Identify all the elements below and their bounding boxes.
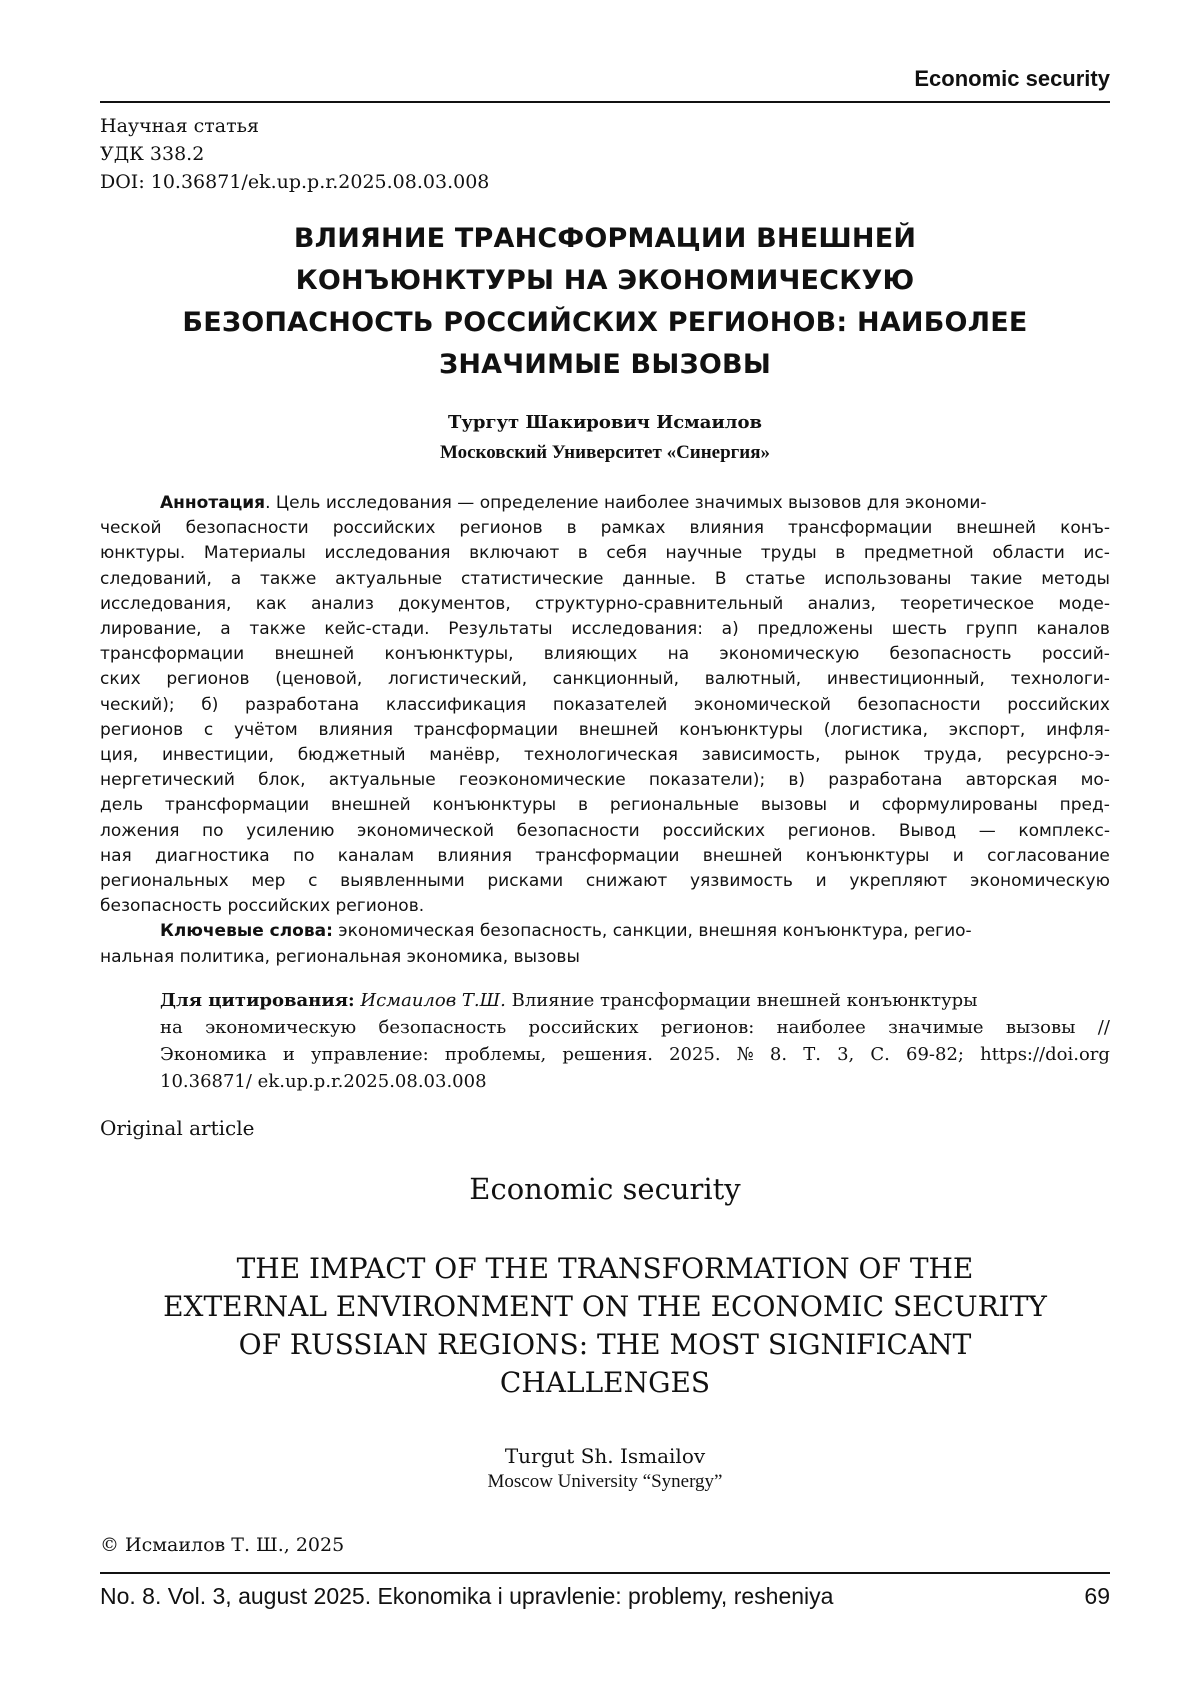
- abstract-label: Аннотация: [160, 493, 266, 513]
- abstract-line: регионов с учётом влияния трансформации внешней конъюнктуры (логистика, экспорт, инфля-: [100, 719, 1110, 740]
- running-head-section: Economic security: [914, 66, 1110, 91]
- article-type-en: Original article: [100, 1116, 255, 1140]
- title-ru-line: ЗНАЧИМЫЕ ВЫЗОВЫ: [438, 349, 772, 380]
- title-en-line: OF RUSSIAN REGIONS: THE MOST SIGNIFICANT: [238, 1328, 972, 1361]
- abstract-line: ских регионов (ценовой, логистический, санкционный, валютный, инвестиционный, технологи-: [100, 669, 1110, 690]
- keywords-label: Ключевые слова:: [160, 921, 333, 942]
- abstract-line: нергетический блок, актуальные геоэкономические показатели); в) разработана авторская мо-: [100, 770, 1110, 791]
- title-ru: [100, 218, 1110, 386]
- citation-line: 10.36871/ ek.up.p.r.2025.08.03.008: [160, 1071, 487, 1092]
- citation-line: Экономика и управление: проблемы, решения. 2025. № 8. Т. 3, С. 69-82; https://doi.org: [160, 1044, 1110, 1065]
- title-en-line: EXTERNAL ENVIRONMENT ON THE ECONOMIC SECURITY: [163, 1290, 1047, 1323]
- abstract-line: дель трансформации внешней конъюнктуры в региональные вызовы и сформулированы пред-: [100, 795, 1110, 816]
- abstract-line: ная диагностика по каналам влияния трансформации внешней конъюнктуры и согласование: [100, 845, 1110, 866]
- abstract-line: ложения по усилению экономической безопасности российских регионов. Вывод — комплекс-: [100, 820, 1110, 841]
- section-title-en: Economic security: [469, 1172, 741, 1206]
- title-ru-line: БЕЗОПАСНОСТЬ РОССИЙСКИХ РЕГИОНОВ: НАИБОЛЕЕ: [182, 307, 1028, 338]
- author-affiliation-ru: Московский Университет «Синергия»: [439, 442, 771, 463]
- keywords-text: экономическая безопасность, санкции, внешняя конъюнктура, регио-: [332, 921, 972, 942]
- footer-journal: No. 8. Vol. 3, august 2025. Ekonomika i upravlenie: problemy, resheniya: [100, 1583, 834, 1609]
- abstract-line: ция, инвестиции, бюджетный манёвр, технологическая зависимость, рынок труда, ресурсно-э-: [100, 745, 1110, 766]
- abstract-line: юнктуры. Материалы исследования включают в себя научные труды в предметной области ис-: [100, 543, 1110, 564]
- author-name-ru: Тургут Шакирович Исмаилов: [447, 412, 763, 433]
- abstract-line: региональных мер с выявленными рисками снижают уязвимость и укрепляют экономическую: [100, 871, 1110, 892]
- keywords-line: нальная политика, региональная экономика, вызовы: [100, 946, 580, 967]
- abstract-line: безопасность российских регионов.: [100, 896, 425, 917]
- abstract-line: ческой безопасности российских регионов в рамках влияния трансформации внешней конъ-: [100, 518, 1110, 539]
- udk-code: УДК 338.2: [100, 143, 205, 165]
- abstract-line: лирование, а также кейс-стади. Результаты исследования: а) предложены шесть групп каналов: [100, 619, 1110, 640]
- citation-text: Влияние трансформации внешней конъюнктуры: [505, 990, 978, 1011]
- title-en-line: CHALLENGES: [499, 1366, 711, 1399]
- title-ru-line: ВЛИЯНИЕ ТРАНСФОРМАЦИИ ВНЕШНЕЙ: [293, 223, 917, 254]
- footer-rule: [100, 1572, 1110, 1574]
- page-number: 69: [1084, 1583, 1110, 1609]
- citation-line: [160, 987, 1110, 1014]
- title-en-line: THE IMPACT OF THE TRANSFORMATION OF THE: [236, 1252, 974, 1285]
- title-ru-line: КОНЪЮНКТУРЫ НА ЭКОНОМИЧЕСКУЮ: [295, 265, 915, 296]
- abstract-line: [100, 491, 1110, 516]
- article-type-ru: Научная статья: [100, 115, 259, 137]
- abstract-line: трансформации внешней конъюнктуры, влияющих на экономическую безопасность россий-: [100, 644, 1110, 665]
- citation-author: Исмаилов Т.Ш.: [360, 990, 506, 1011]
- header-rule: [100, 101, 1110, 103]
- citation-line: на экономическую безопасность российских регионов: наиболее значимые вызовы //: [160, 1017, 1110, 1038]
- copyright-notice: © Исмаилов Т. Ш., 2025: [100, 1534, 345, 1556]
- doi-link[interactable]: DOI: 10.36871/ek.up.p.r.2025.08.03.008: [100, 171, 490, 193]
- citation-label: Для цитирования:: [160, 990, 355, 1011]
- author-name-en: Turgut Sh. Ismailov: [504, 1444, 706, 1468]
- author-affiliation-en: Moscow University “Synergy”: [487, 1471, 723, 1492]
- abstract-line: следований, а также актуальные статистические данные. В статье использованы такие методы: [100, 568, 1110, 589]
- title-en: [100, 1250, 1110, 1402]
- abstract-line: ческий); б) разработана классификация показателей экономической безопасности российских: [100, 694, 1110, 715]
- keywords-line: [100, 919, 1110, 944]
- abstract-line: исследования, как анализ документов, структурно-сравнительный анализ, теоретическое моде-: [100, 593, 1110, 614]
- article-meta: [100, 112, 489, 196]
- abstract-text: . Цель исследования — определение наиболее значимых вызовов для экономи-: [265, 493, 987, 513]
- citation-block: [160, 987, 1110, 1095]
- abstract-block: [100, 491, 1110, 970]
